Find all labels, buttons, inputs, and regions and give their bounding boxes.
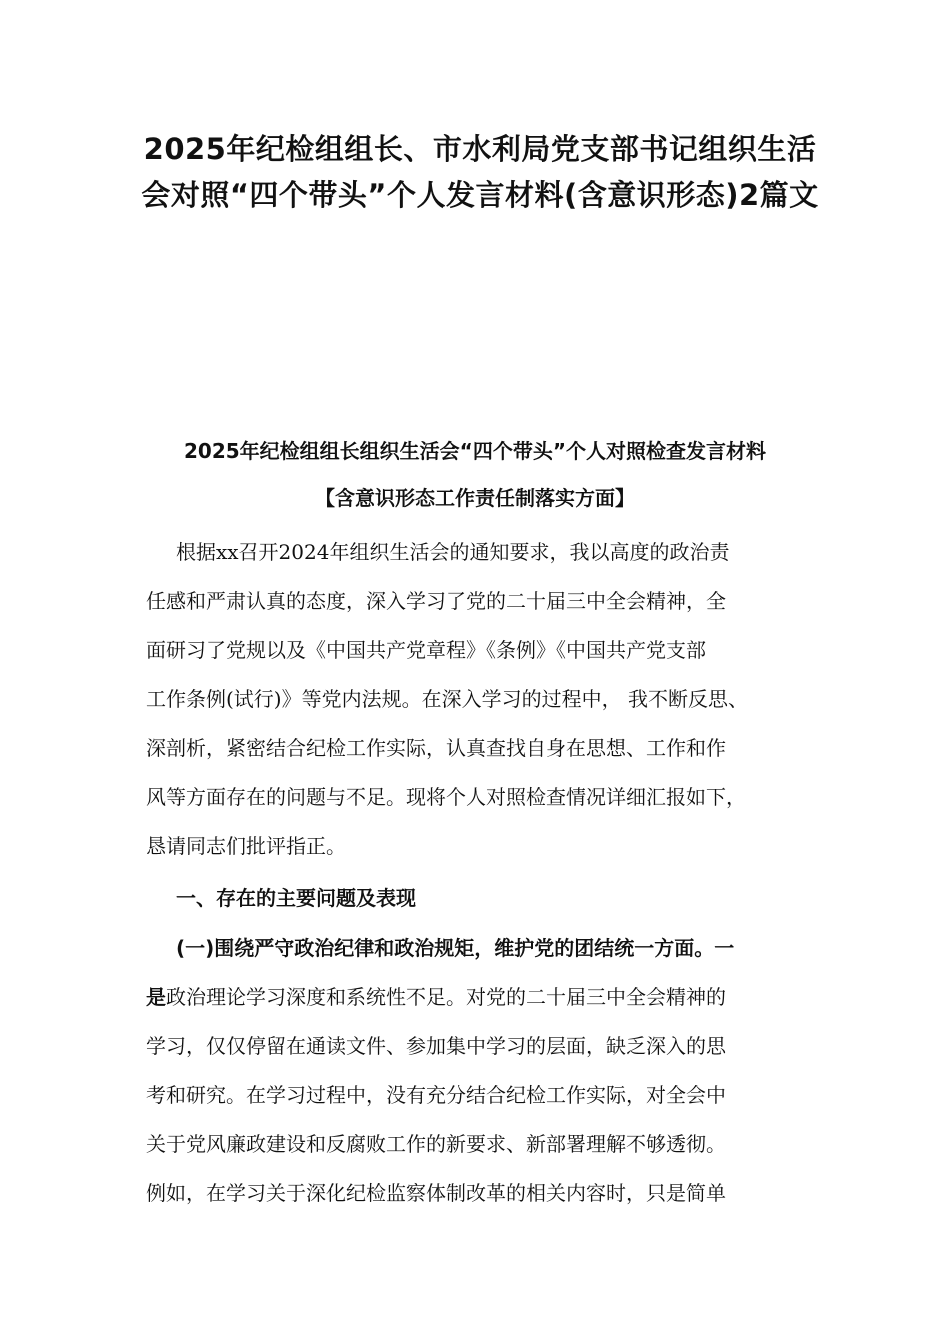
article-title-line1: 2025年纪检组组长组织生活会“四个带头”个人对照检查发言材料 [184,439,766,463]
paragraph2-line1-text: 政治理论学习深度和系统性不足。对党的二十届三中全会精神的 [166,985,726,1009]
paragraph2-line4: 关于党风廉政建设和反腐败工作的新要求、新部署理解不够透彻。 [146,1132,726,1156]
document-title: 2025年纪检组组长、市水利局党支部书记组织生活会对照“四个带头”个人发言材料(含意识形态)2篇文 [141,132,819,212]
subsection-heading-1: (一)围绕严守政治纪律和政治规矩，维护党的团结统一方面。一 [176,936,735,960]
paragraph1-line3: 面研习了党规以及《中国共产党章程》《条例》《中国共产党支部 [146,638,706,662]
paragraph1-line6: 风等方面存在的问题与不足。现将个人对照检查情况详细汇报如下， [146,785,746,809]
paragraph2-line5: 例如，在学习关于深化纪检监察体制改革的相关内容时，只是简单 [146,1181,726,1205]
paragraph2-line2: 学习，仅仅停留在通读文件、参加集中学习的层面，缺乏深入的思 [146,1034,726,1058]
paragraph2-line3: 考和研究。在学习过程中，没有充分结合纪检工作实际，对全会中 [146,1083,726,1107]
article-title-line2: 【含意识形态工作责任制落实方面】 [315,486,635,510]
paragraph2-line1 [146,983,726,1011]
paragraph1-line5: 深剖析，紧密结合纪检工作实际，认真查找自身在思想、工作和作 [146,736,726,760]
paragraph1-line4: 工作条例(试行)》等党内法规。在深入学习的过程中， 我不断反思、 [146,687,748,711]
paragraph1-line1: 根据xx召开2024年组织生活会的通知要求，我以高度的政治责 [176,540,730,564]
paragraph2-lead-bold: 是 [146,985,166,1009]
section-heading-1: 一、存在的主要问题及表现 [176,886,416,910]
paragraph1-line2: 任感和严肃认真的态度，深入学习了党的二十届三中全会精神，全 [146,589,726,613]
paragraph1-line7: 恳请同志们批评指正。 [146,834,346,858]
